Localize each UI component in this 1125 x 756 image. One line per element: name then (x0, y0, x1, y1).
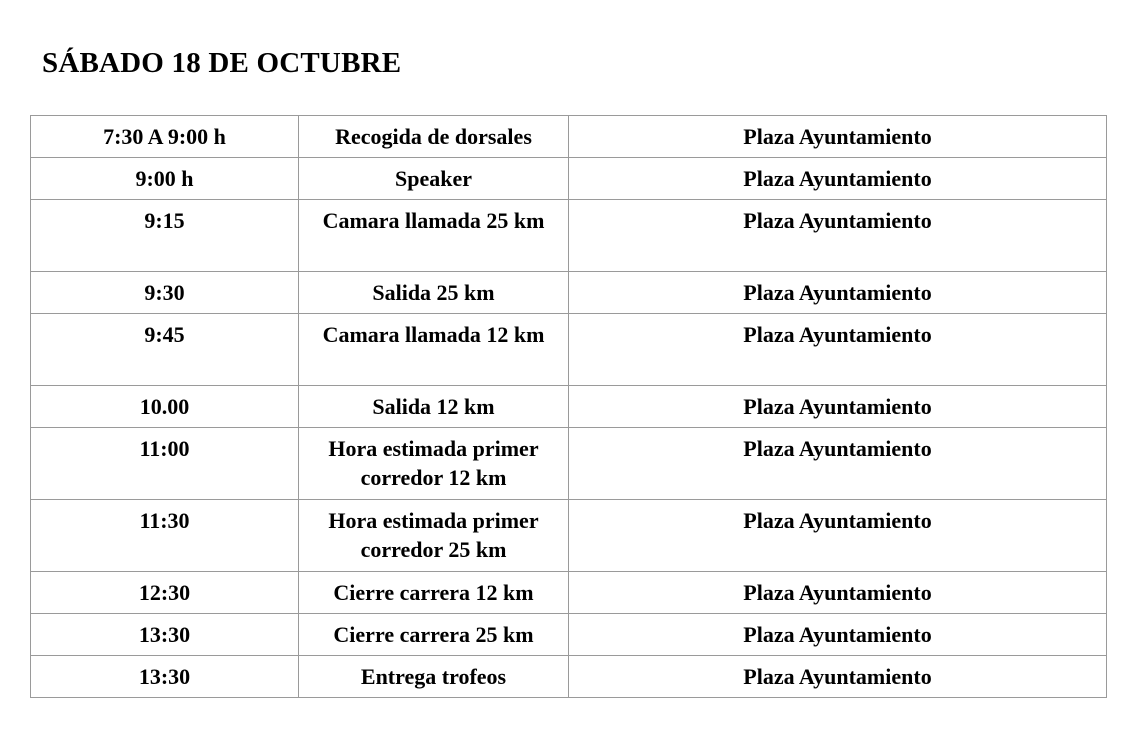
activity-cell: Speaker (299, 158, 569, 200)
schedule-table (30, 115, 1107, 698)
time-cell: 10.00 (31, 386, 299, 428)
time-cell: 11:30 (31, 500, 299, 572)
place-cell: Plaza Ayuntamiento (569, 614, 1107, 656)
page-title: SÁBADO 18 DE OCTUBRE (42, 47, 402, 79)
place-cell: Plaza Ayuntamiento (569, 386, 1107, 428)
table-row (31, 272, 1107, 314)
table-row (31, 500, 1107, 572)
activity-cell: Hora estimada primer corredor 12 km (299, 428, 569, 500)
activity-cell: Entrega trofeos (299, 656, 569, 698)
table-row (31, 314, 1107, 386)
place-cell: Plaza Ayuntamiento (569, 500, 1107, 572)
time-cell: 9:45 (31, 314, 299, 386)
activity-cell: Camara llamada 25 km (299, 200, 569, 272)
table-row (31, 614, 1107, 656)
place-cell: Plaza Ayuntamiento (569, 314, 1107, 386)
place-cell: Plaza Ayuntamiento (569, 572, 1107, 614)
time-cell: 7:30 A 9:00 h (31, 116, 299, 158)
activity-cell: Salida 25 km (299, 272, 569, 314)
table-row (31, 158, 1107, 200)
activity-cell: Camara llamada 12 km (299, 314, 569, 386)
place-cell: Plaza Ayuntamiento (569, 116, 1107, 158)
place-cell: Plaza Ayuntamiento (569, 428, 1107, 500)
activity-cell: Hora estimada primer corredor 25 km (299, 500, 569, 572)
place-cell: Plaza Ayuntamiento (569, 272, 1107, 314)
time-cell: 9:30 (31, 272, 299, 314)
time-cell: 12:30 (31, 572, 299, 614)
table-row (31, 386, 1107, 428)
activity-cell: Recogida de dorsales (299, 116, 569, 158)
time-cell: 9:00 h (31, 158, 299, 200)
table-row (31, 572, 1107, 614)
table-row (31, 428, 1107, 500)
time-cell: 13:30 (31, 656, 299, 698)
time-cell: 13:30 (31, 614, 299, 656)
activity-cell: Salida 12 km (299, 386, 569, 428)
activity-cell: Cierre carrera 25 km (299, 614, 569, 656)
place-cell: Plaza Ayuntamiento (569, 158, 1107, 200)
table-row (31, 656, 1107, 698)
time-cell: 9:15 (31, 200, 299, 272)
activity-cell: Cierre carrera 12 km (299, 572, 569, 614)
time-cell: 11:00 (31, 428, 299, 500)
table-row (31, 116, 1107, 158)
place-cell: Plaza Ayuntamiento (569, 200, 1107, 272)
table-row (31, 200, 1107, 272)
place-cell: Plaza Ayuntamiento (569, 656, 1107, 698)
